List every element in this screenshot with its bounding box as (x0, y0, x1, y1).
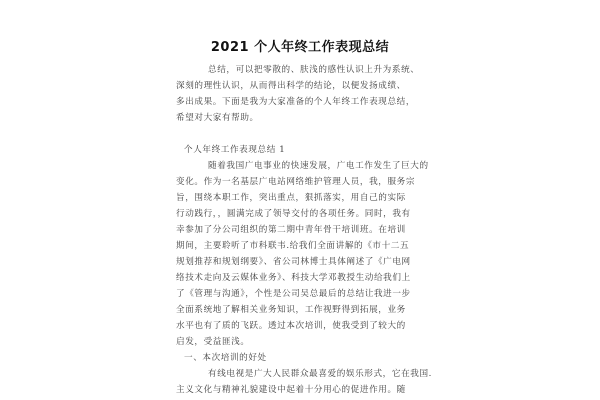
body-line: 启发，受益匪浅。 (176, 337, 250, 347)
document-title: 2021 个人年终工作表现总结 (210, 40, 390, 55)
body-line: 幸参加了分公司组织的第二期中青年骨干培训班。在培训 (176, 225, 406, 235)
body-line: 络技术走向及云媒体业务》、科技大学邓教授生动给我们上 (176, 273, 411, 283)
intro-line: 深刻的理性认识，从而得出科学的结论，以便发扬成绩、 (176, 81, 406, 91)
body-line: 随着我国广电事业的快速发展，广电工作发生了巨大的 (208, 161, 429, 171)
subheading: 一、本次培训的好处 (184, 353, 267, 363)
intro-line: 希望对大家有帮助。 (176, 113, 259, 123)
body-line: 全面系统地了解相关业务知识，工作视野得到拓展，业务 (176, 305, 406, 315)
body-line: 旨，围绕本职工作，突出重点，狠抓落实，用自己的实际 (176, 193, 406, 203)
tail-line: 有线电视是广大人民群众最喜爱的娱乐形式，它在我国. (208, 369, 432, 379)
body-line: 规划推荐和规划纲要》、省公司林博士具体阐述了《广电网 (176, 257, 411, 267)
tail-line: 主义文化与精神礼貌建设中起着十分用心的促进作用。随 (176, 385, 406, 395)
body-line: 期间，主要聆听了市科联韦.给我们全面讲解的《市十二五 (176, 241, 410, 251)
section-title: 个人年终工作表现总结 1 (184, 145, 286, 155)
body-line: 变化。作为一名基层广电站网络维护管理人员，我，服务宗 (176, 177, 416, 187)
body-line: 行动践行，，圆满完成了领导交付的各项任务。同时，我有 (176, 209, 411, 219)
intro-line: 多出成果。下面是我为大家准备的个人年终工作表现总结， (176, 97, 416, 107)
body-line: 水平也有了质的飞跃。透过本次培训，使我受到了较大的 (176, 321, 406, 331)
body-line: 了《管理与沟通》，个性是公司吴总最后的总结让我进一步 (176, 289, 411, 299)
intro-line: 总结，可以把零散的、肤浅的感性认识上升为系统、 (208, 65, 420, 75)
